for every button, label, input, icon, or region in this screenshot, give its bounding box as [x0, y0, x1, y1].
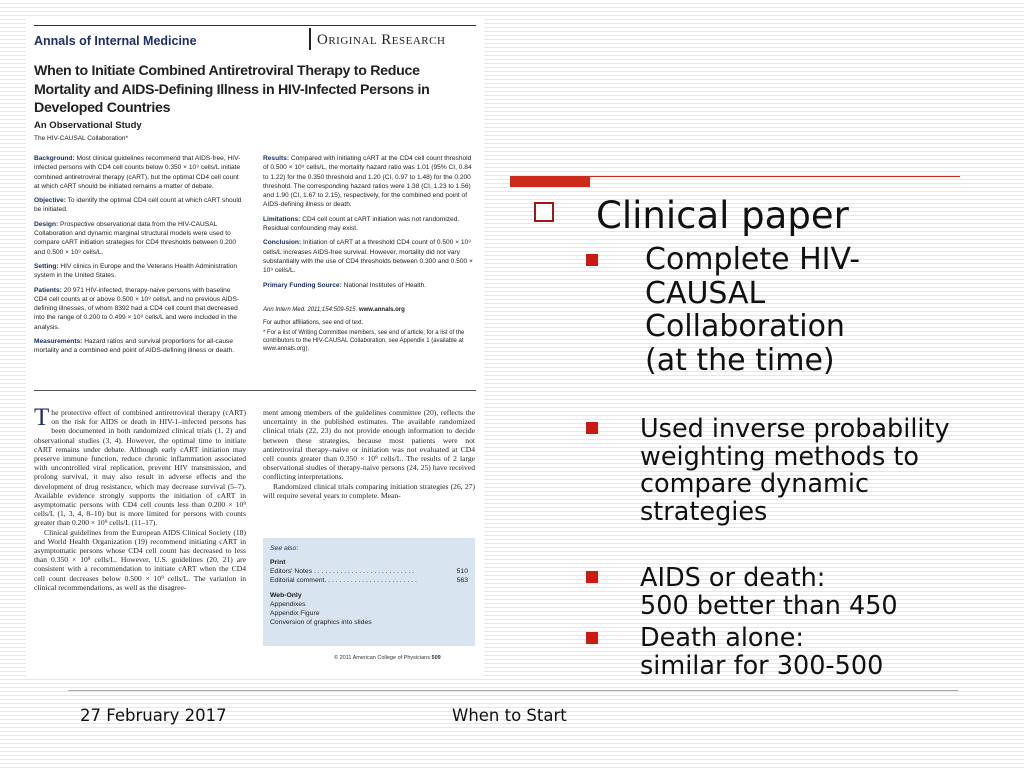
- abstract-separator: [34, 390, 476, 391]
- body-paragraph-1: he protective effect of combined antiretroviral therapy (cART) on the risk for AIDS or death in HIV-1–infected persons has been documented in both randomized clinical trials (1, 2) and observational studies (3, 4). However, the optimal time to initiate cART remains under debate. Although early cART initiation may preserve immune function, reduce chronic inflammation associated with uncontrolled viral replication, prevent HIV transmission, and prolong survival, it may also result in adverse effects and the development of drug resistance, which may decrease survival (5–7). Available evidence strongly supports the initiation of cART in asymptomatic persons with CD4 cell counts less than 0.200 × 10⁹ cells/L (1, 3, 4, 8–10) but is more limited for persons with counts greater than 0.200 × 10⁹ cells/L (11–17).: [34, 408, 246, 528]
- hollow-square-bullet-icon: [534, 202, 554, 222]
- body-left-column: [34, 404, 246, 592]
- abstract-limitations: Limitations: CD4 cell count at cART initiation was not randomized. Residual confounding may exist.: [263, 215, 460, 233]
- web-item-conversion: Conversion of graphics into slides: [270, 619, 372, 626]
- abstract-measurements: Measurements: Hazard ratios and survival proportions for all-cause mortality and a combined end point of AIDS-defining illness or death.: [34, 338, 235, 355]
- abstract-setting: Setting: HIV clinics in Europe and the Veterans Health Administration system in the United States.: [34, 262, 238, 280]
- print-label: Print: [270, 559, 286, 566]
- footer-rule: [68, 690, 958, 691]
- square-bullet-icon: [586, 254, 598, 266]
- paper-subtitle: An Observational Study: [34, 120, 142, 131]
- body-paragraph-4: Randomized clinical trials comparing initiation strategies (26, 27) will require several years to complete. Mean-: [263, 481, 475, 500]
- citation-line: Ann Intern Med. 2011;154:509-515. www.annals.org: [263, 306, 405, 313]
- footer-date: 27 February 2017: [80, 706, 227, 725]
- bullet-death-alone: Death alone: similar for 300-500: [640, 623, 884, 681]
- square-bullet-icon: [586, 571, 598, 583]
- header-divider: [309, 28, 311, 50]
- web-item-appendix-figure: Appendix Figure: [270, 610, 320, 617]
- footer-title: When to Start: [452, 706, 567, 725]
- body-paragraph-3: ment among members of the guidelines committee (20), reflects the uncertainty in the published estimates. The available randomized clinical trials (22, 23) do not provide enough information to decide between these strategies, because most patients were not antiretroviral therapy–naive or initiation was not evaluated at CD4 cell counts greater than 0.350 × 10⁹ cells/L. The results of 2 large observational studies of therapy-naive persons (24, 25) have received conflicting interpretations.: [263, 408, 475, 482]
- paper-title: When to Initiate Combined Antiretroviral Therapy to Reduce Mortality and AIDS-Defining Illness in HIV-Infected Persons in Developed Countries: [34, 63, 430, 116]
- bullet-ipw-methods: Used inverse probability weighting methods to compare dynamic strategies: [640, 414, 950, 527]
- paper-first-page: [26, 18, 484, 678]
- article-category: Original Research: [317, 32, 446, 48]
- abstract-funding: Primary Funding Source: National Institutes of Health.: [263, 281, 427, 289]
- drop-cap: T: [34, 404, 50, 431]
- body-paragraph-2: Clinical guidelines from the European AIDS Clinical Society (18) and World Health Organization (19) recommend initiating cART in asymptomatic persons whose CD4 cell count has decreased to less than 0.350 × 10⁹ cells/L. However, U.S. guidelines (20, 21) are consistent with a recommendation to initiate cART when the CD4 cell count decreases below 0.500 × 10⁹ cells/L. The variation in clinical recommendations, as well as the disagree-: [34, 527, 246, 592]
- accent-bar: [510, 176, 590, 187]
- abstract-background: Background: Most clinical guidelines recommend that AIDS-free, HIV-infected persons with CD4 cell counts below 0.350 × 10⁹ cells/L initiate combined antiretroviral therapy (cART), but the optimal CD4 cell count at which cART should be initiated remains a matter of debate.: [34, 155, 241, 190]
- bullet-hiv-causal: Complete HIV- CAUSAL Collaboration (at the time): [645, 242, 861, 378]
- bullet-aids-or-death: AIDS or death: 500 better than 450: [640, 563, 898, 621]
- abstract-patients: Patients: 20 971 HIV-infected, therapy-naive persons with baseline CD4 cell counts at or above 0.500 × 10⁹ cells/L and no previous AIDS-defining illnesses, of whom 8392 had a CD4 cell count that decreased into the range of 0.200 to 0.499 × 10⁹ cells/L and were included in the analysis.: [34, 286, 240, 331]
- square-bullet-icon: [586, 632, 598, 644]
- contributors-footnote: * For a list of Writing Committee members, see end of article; for a list of the contributors to the HIV-CAUSAL Collaboration, see Appendix 1 (available at www.annals.org).: [263, 329, 465, 353]
- abstract-objective: Objective: To identify the optimal CD4 cell count at which cART should be initiated.: [34, 197, 242, 214]
- see-also-heading: See also:: [270, 545, 299, 552]
- abstract-conclusion: Conclusion: Initiation of cART at a threshold CD4 count of 0.500 × 10⁹ cells/L increases AIDS-free survival. However, mortality did not vary substantially with the use of CD4 thresholds between 0.300 and 0.500 × 10⁹ cells/L.: [263, 239, 473, 275]
- affiliations-note: For author affiliations, see end of text.: [263, 320, 364, 327]
- abstract-design: Design: Prospective observational data from the HIV-CAUSAL Collaboration and dynamic marginal structural models were used to compare cART initiation strategies for CD4 thresholds between 0.200 and 0.500 × 10⁹ cells/L.: [34, 220, 237, 256]
- abstract-right-column: [263, 154, 475, 359]
- paper-top-rule: [34, 25, 476, 26]
- abstract-results: Results: Compared with initiating cART at the CD4 cell count threshold of 0.500 × 10⁹ cells/L, the mortality hazard ratio was 1.01 (95% CI, 0.84 to 1.22) for the 0.350 threshold and 1.20 (CI, 0.97 to 1.48) for the 0.200 threshold. The corresponding hazard ratios were 1.38 (CI, 1.23 to 1.56) and 1.90 (CI, 1.67 to 2.15), respectively, for the combined end point of AIDS-defining illness or death.: [263, 155, 472, 209]
- paper-authors: The HIV-CAUSAL Collaboration*: [34, 135, 129, 142]
- body-right-column: [263, 408, 475, 500]
- abstract-left-column: [34, 154, 244, 361]
- web-item-appendixes: Appendixes: [270, 601, 306, 608]
- web-only-label: Web-Only: [270, 592, 302, 599]
- print-item-editors-notes: Editors' Notes . . . . . . . . . . . . . . . . . . . . . . . . . . . 510: [270, 568, 468, 575]
- see-also-box: [263, 538, 475, 646]
- slide-heading: Clinical paper: [596, 194, 849, 237]
- copyright-line: © 2011 American College of Physicians 509: [334, 655, 441, 661]
- journal-name: Annals of Internal Medicine: [34, 34, 197, 48]
- square-bullet-icon: [586, 422, 598, 434]
- print-item-editorial-comment: Editorial comment. . . . . . . . . . . . . . . . . . . . . . . . . 563: [270, 577, 468, 584]
